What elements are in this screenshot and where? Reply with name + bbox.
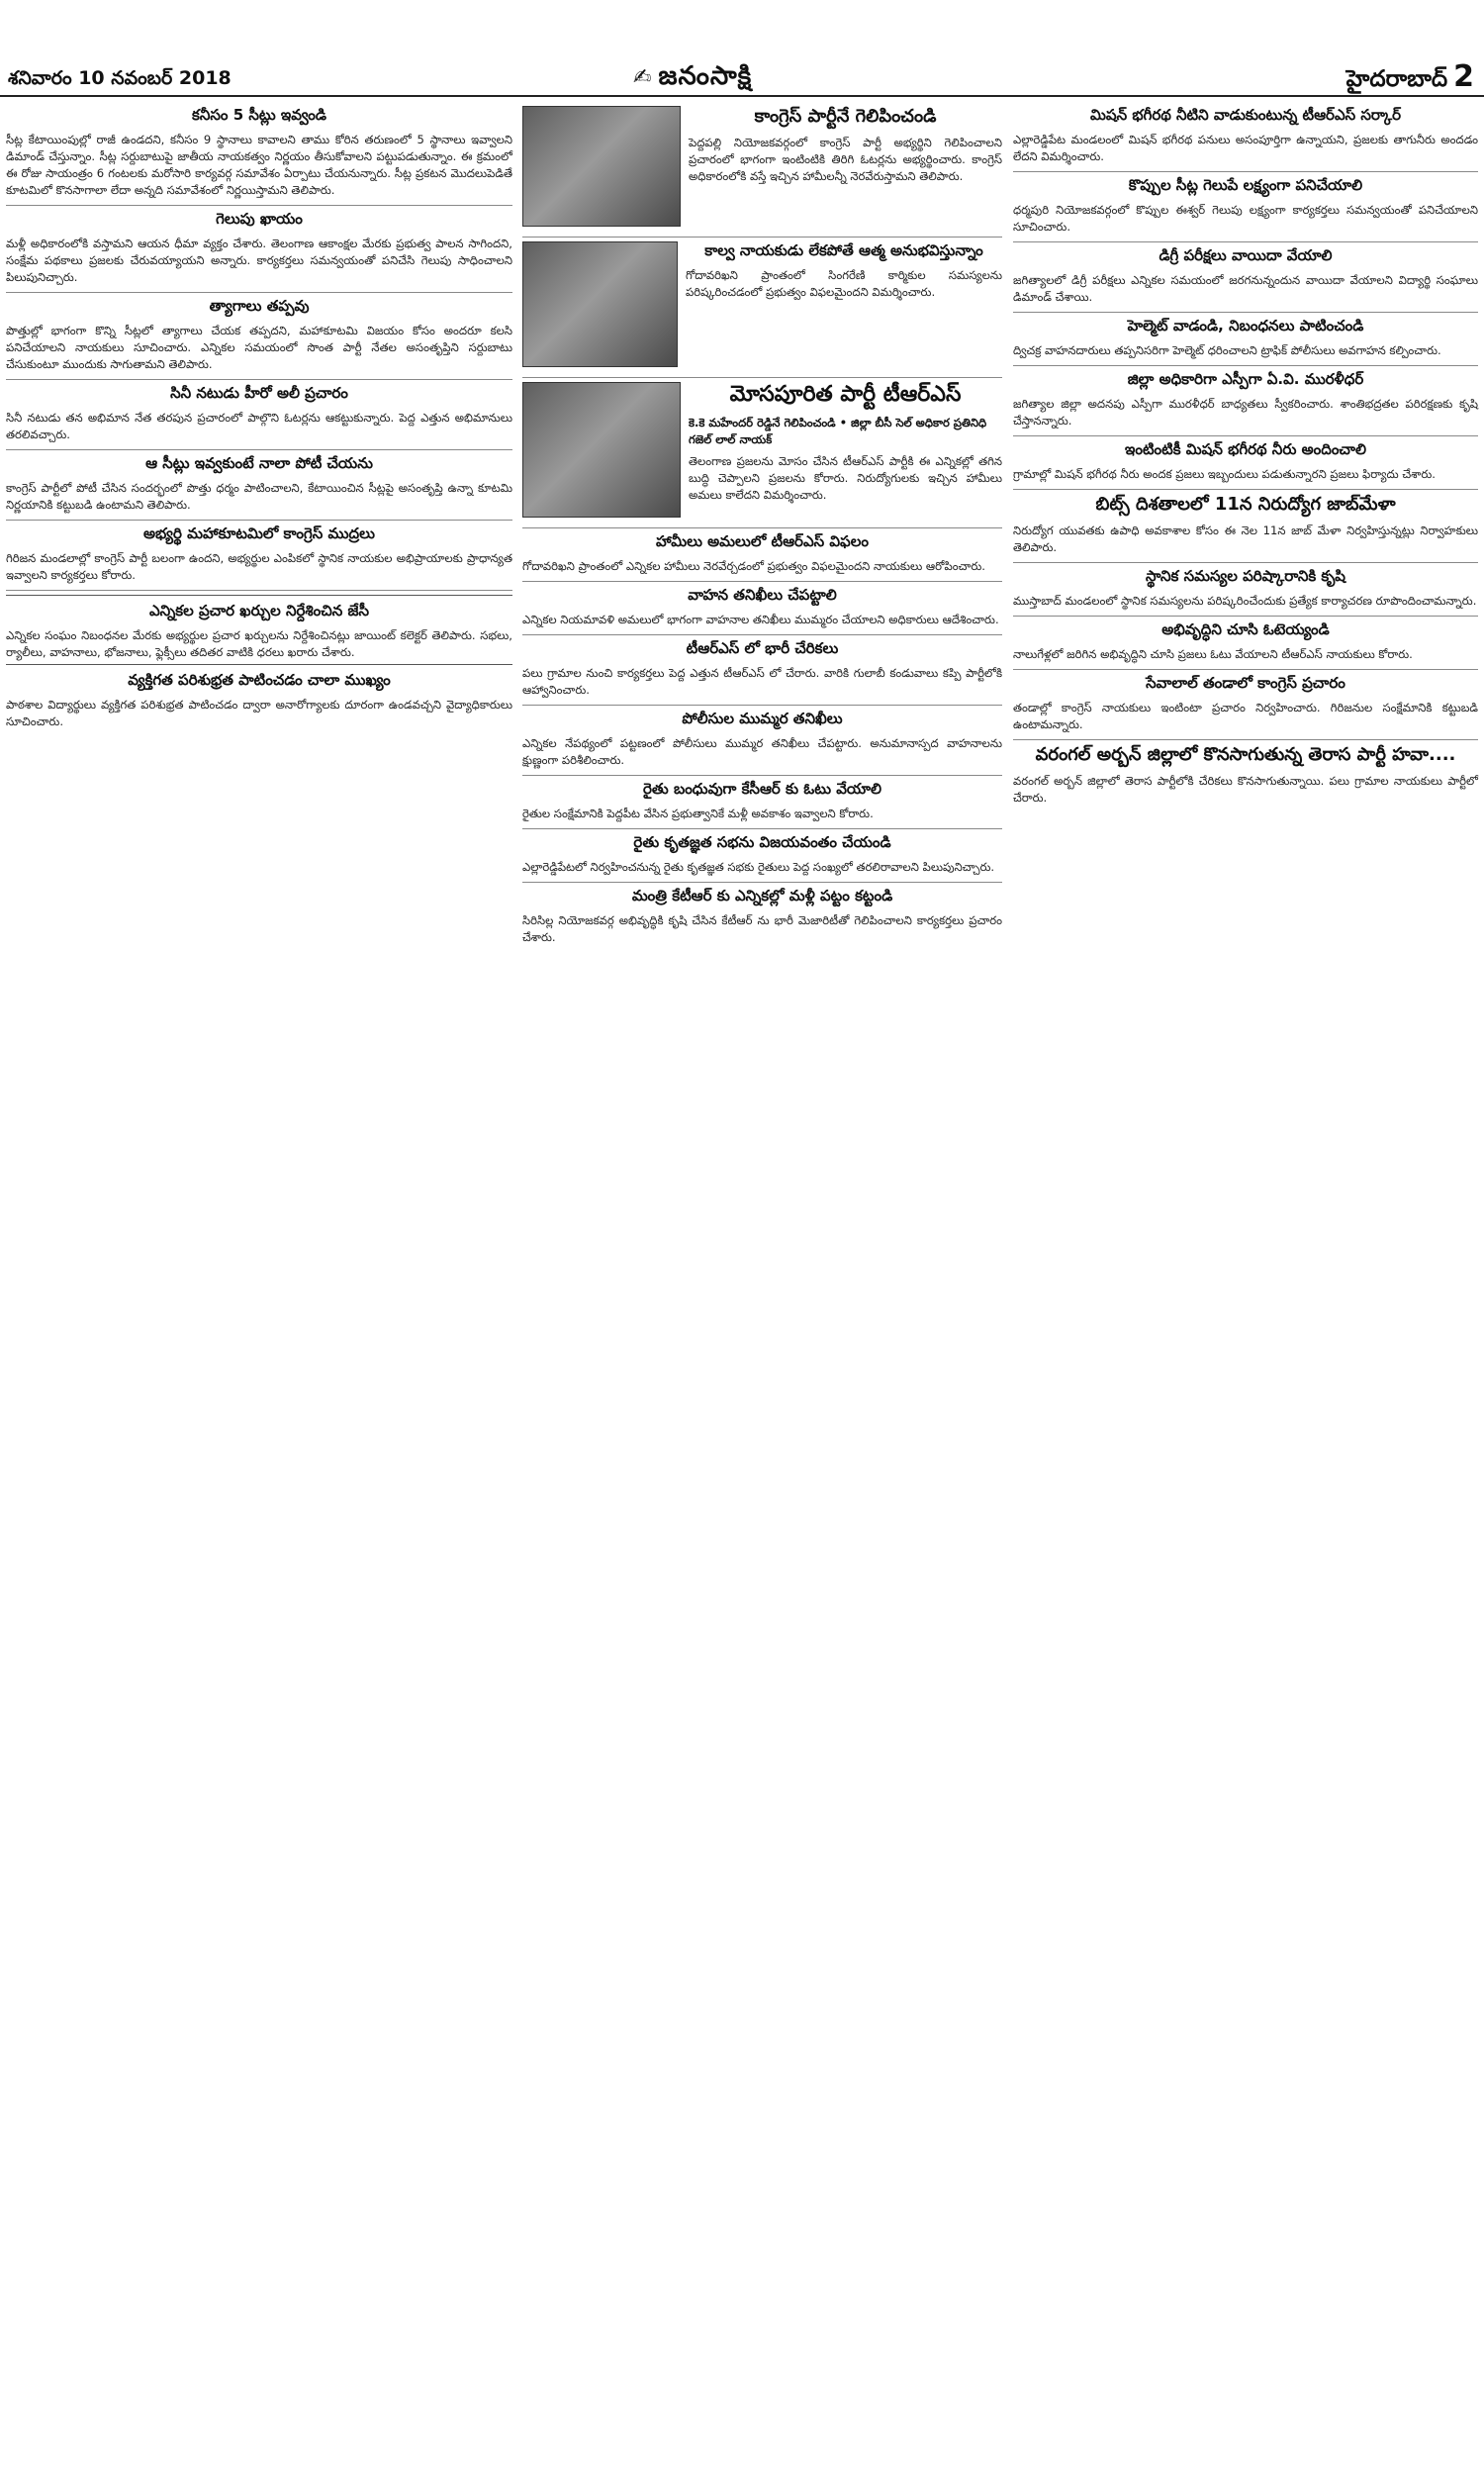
article bbox=[1013, 370, 1478, 429]
article-headline: బిట్స్ దిశతాలలో 11న నిరుద్యోగ జాబ్‌మేళా bbox=[1095, 494, 1396, 515]
article-body: సీట్ల కేటాయింపుల్లో రాజీ ఉండదని, కనీసం 9 స్థానాలు కావాలని తాము కోరిన తరుణంలో 5 స్థానాలు ఇవ్వాలని డిమాండ్ చేస్తున్నాం. సీట్ల సర్దుబాటుపై జాతీయ నాయకత్వం నిర్ణయం తీసుకోవాలని పట్టుపడుతున్నాం. ఈ క్రమంలో ఈ రోజు సాయంత్రం 6 గంటలకు మరోసారి కార్యవర్గ సమావేశం ఏర్పాటు చేయనున్నారు. సీట్ల ప్రకటన మొదలుపెడితే కూటమిలో కొనసాగాలా లేదా అన్నది సమావేశంలో నిర్ణయిస్తామని తెలిపారు. bbox=[6, 133, 512, 197]
article-headline: వాహన తనిఖీలు చేపట్టాలి bbox=[688, 586, 837, 604]
article-headline: హామీలు అమలులో టీఆర్ఎస్ విఫలం bbox=[656, 532, 869, 550]
article-headline: జిల్లా అధికారిగా ఎస్పీగా ఏ.వి. మురళీధర్ bbox=[1127, 370, 1364, 388]
divider bbox=[6, 379, 512, 380]
article-body: ధర్మపురి నియోజకవర్గంలో కొప్పుల ఈశ్వర్ గెలుపు లక్ష్యంగా కార్యకర్తలు సమన్వయంతో పనిచేయాలని సూచించారు. bbox=[1013, 203, 1478, 234]
article bbox=[1013, 620, 1478, 663]
newspaper-logo bbox=[633, 61, 752, 97]
article bbox=[1013, 567, 1478, 610]
article bbox=[1013, 317, 1478, 359]
article-headline: ఆ సీట్లు ఇవ్వకుంటే నాలా పోటీ చేయను bbox=[145, 454, 373, 472]
article-body: రైతుల సంక్షేమానికి పెద్దపీట వేసిన ప్రభుత్వానికే మళ్లీ అవకాశం ఇవ్వాలని కోరారు. bbox=[522, 807, 874, 820]
article bbox=[522, 710, 1002, 769]
article-headline: మిషన్ భగీరథ నీటిని వాడుకుంటున్న టీఆర్ఎస్ సర్కార్ bbox=[1090, 106, 1401, 124]
city-name: హైదరాబాద్ bbox=[1345, 66, 1448, 92]
article-headline: వరంగల్ అర్బన్ జిల్లాలో కొనసాగుతున్న తెరాస పార్టీ హవా.... bbox=[1035, 744, 1456, 765]
article-headline: అభ్యర్థి మహాకూటమిలో కాంగ్రెస్ ముద్రలు bbox=[143, 524, 375, 542]
article bbox=[1013, 106, 1478, 165]
article bbox=[6, 524, 512, 584]
article bbox=[1013, 744, 1478, 807]
divider bbox=[522, 527, 1002, 528]
article-headline: సినీ నటుడు హీరో అలీ ప్రచారం bbox=[170, 384, 348, 402]
edition-city bbox=[1346, 59, 1474, 98]
article-body: ఎల్లారెడ్డిపేటలో నిర్వహించనున్న రైతు కృతజ్ఞత సభకు రైతులు పెద్ద సంఖ్యలో తరలిరావాలని పిలుపునిచ్చారు. bbox=[522, 860, 995, 874]
article bbox=[1013, 246, 1478, 306]
article-headline: రైతు బంధువుగా కేసీఆర్ కు ఓటు వేయాలి bbox=[642, 780, 882, 798]
article-headline: అభివృద్ధిని చూసి ఓటెయ్యండి bbox=[1161, 620, 1330, 638]
article bbox=[6, 671, 512, 730]
news-photo bbox=[522, 106, 681, 227]
article bbox=[522, 241, 1002, 371]
article-body: వరంగల్ అర్బన్ జిల్లాలో తెరాస పార్టీలోకి చేరికలు కొనసాగుతున్నాయి. పలు గ్రామాల నాయకులు పార్టీలో చేరారు. bbox=[1013, 774, 1478, 805]
column-2 bbox=[522, 103, 1002, 952]
article-headline: హెల్మెట్ వాడండి, నిబంధనలు పాటించండి bbox=[1127, 317, 1364, 334]
article bbox=[6, 454, 512, 514]
article-body: తెలంగాణ ప్రజలను మోసం చేసిన టీఆర్ఎస్ పార్టీకి ఈ ఎన్నికల్లో తగిన బుద్ధి చెప్పాలని ప్రజలను కోరారు. నిరుద్యోగులకు ఇచ్చిన హామీలు అమలు కాలేదని విమర్శించారు. bbox=[689, 454, 1002, 502]
article-headline: రైతు కృతజ్ఞత సభను విజయవంతం చేయండి bbox=[633, 833, 891, 851]
article bbox=[522, 780, 1002, 822]
article-body: మళ్లీ అధికారంలోకి వస్తామని ఆయన ధీమా వ్యక్తం చేశారు. తెలంగాణ ఆకాంక్షల మేరకు ప్రభుత్వ పాలన సాగిందని, సంక్షేమ పథకాలు ప్రజలకు చేరువయ్యాయని అన్నారు. కార్యకర్తలు సమన్వయంతో పనిచేసి గెలుపు సాధించాలని పిలుపునిచ్చారు. bbox=[6, 237, 512, 284]
article bbox=[522, 887, 1002, 946]
article-headline: పోలీసుల ముమ్మర తనిఖీలు bbox=[682, 710, 843, 727]
issue-date: శనివారం 10 నవంబర్ 2018 bbox=[8, 67, 232, 89]
article-body: ఎన్నికల నియమావళి అమలులో భాగంగా వాహనాల తనిఖీలు ముమ్మరం చేయాలని అధికారులు ఆదేశించారు. bbox=[522, 613, 999, 626]
article bbox=[522, 532, 1002, 575]
divider bbox=[6, 449, 512, 450]
article-body: గోదావరిఖని ప్రాంతంలో సింగరేణి కార్మికుల సమస్యలను పరిష్కరించడంలో ప్రభుత్వం విఫలమైందని విమర్శించారు. bbox=[686, 268, 1002, 299]
article-subheadline: కె.కె మహేందర్ రెడ్డినే గెలిపించండి • జిల్లా బీసీ సెల్ అధికార ప్రతినిధి గజెల్ లాల్ నాయక్ bbox=[689, 416, 987, 446]
divider bbox=[522, 882, 1002, 883]
article bbox=[522, 639, 1002, 699]
article-headline: గెలుపు ఖాయం bbox=[216, 210, 303, 228]
article-headline: కాల్వ నాయకుడు లేకపోతే ఆత్మ అనుభవిస్తున్నాం bbox=[704, 241, 983, 259]
article-body: ఎల్లారెడ్డిపేట మండలంలో మిషన్ భగీరథ పనులు అసంపూర్తిగా ఉన్నాయని, ప్రజలకు తాగునీరు అందడం లేదని విమర్శించారు. bbox=[1013, 133, 1478, 163]
article-headline: ఇంటింటికీ మిషన్ భగీరథ నీరు అందించాలి bbox=[1125, 440, 1366, 458]
article bbox=[6, 297, 512, 373]
article-body: తండాల్లో కాంగ్రెస్ నాయకులు ఇంటింటా ప్రచారం నిర్వహించారు. గిరిజనుల సంక్షేమానికి కట్టుబడి ఉంటామన్నారు. bbox=[1013, 701, 1478, 731]
column-1 bbox=[6, 103, 512, 736]
divider bbox=[1013, 171, 1478, 172]
article-headline: స్థానిక సమస్యల పరిష్కారానికి కృషి bbox=[1146, 567, 1345, 585]
divider bbox=[1013, 241, 1478, 242]
article-body: ఎన్నికల నేపథ్యంలో పట్టణంలో పోలీసులు ముమ్మర తనిఖీలు చేపట్టారు. అనుమానాస్పద వాహనాలను క్షుణ్ణంగా పరిశీలించారు. bbox=[522, 736, 1002, 767]
article-headline: ఎన్నికల ప్రచార ఖర్చుల నిర్దేశించిన జేసీ bbox=[148, 602, 370, 619]
column-3 bbox=[1013, 103, 1478, 812]
article bbox=[6, 210, 512, 286]
news-photo bbox=[522, 382, 681, 518]
divider bbox=[1013, 562, 1478, 563]
divider bbox=[1013, 616, 1478, 617]
article-body: పెద్దపల్లి నియోజకవర్గంలో కాంగ్రెస్ పార్టీ అభ్యర్థిని గెలిపించాలని ప్రచారంలో భాగంగా ఇంటింటికి తిరిగి ఓటర్లను అభ్యర్థించారు. కాంగ్రెస్ అధికారంలోకి వస్తే ఇచ్చిన హామీలన్నీ నెరవేరుస్తామని తెలిపారు. bbox=[689, 136, 1002, 183]
article-headline: టీఆర్ఎస్ లో భారీ చేరికలు bbox=[686, 639, 839, 657]
divider bbox=[522, 581, 1002, 582]
article-headline: మోసపూరిత పార్టీ టీఆర్ఎస్ bbox=[729, 382, 962, 407]
article bbox=[6, 384, 512, 443]
article-body: నిరుద్యోగ యువతకు ఉపాధి అవకాశాల కోసం ఈ నెల 11న జాబ్ మేళా నిర్వహిస్తున్నట్లు నిర్వాహకులు తెలిపారు. bbox=[1013, 524, 1478, 554]
news-photo bbox=[522, 241, 678, 367]
article-body: సినీ నటుడు తన అభిమాన నేత తరపున ప్రచారంలో పాల్గొని ఓటర్లను ఆకట్టుకున్నారు. పెద్ద ఎత్తున అభిమానులు తరలివచ్చారు. bbox=[6, 411, 512, 441]
newspaper-name: జనంసాక్షి bbox=[658, 61, 753, 91]
article bbox=[522, 586, 1002, 628]
article-body: ముస్తాబాద్ మండలంలో స్థానిక సమస్యలను పరిష్కరించేందుకు ప్రత్యేక కార్యాచరణ రూపొందించామన్నారు. bbox=[1013, 594, 1477, 608]
divider bbox=[1013, 669, 1478, 670]
article-body: పలు గ్రామాల నుంచి కార్యకర్తలు పెద్ద ఎత్తున టీఆర్ఎస్ లో చేరారు. వారికి గులాబీ కండువాలు కప్పి పార్టీలోకి ఆహ్వానించారు. bbox=[522, 666, 1002, 697]
article bbox=[1013, 674, 1478, 733]
divider bbox=[1013, 435, 1478, 436]
article-headline: మంత్రి కేటీఆర్ కు ఎన్నికల్లో మళ్లీ పట్టం కట్టండి bbox=[631, 887, 893, 904]
article-body: జగిత్యాలలో డిగ్రీ పరీక్షలు ఎన్నికల సమయంలో జరగనున్నందున వాయిదా వేయాలని విద్యార్థి సంఘాలు డిమాండ్ చేశాయి. bbox=[1013, 273, 1478, 304]
article-body: సిరిసిల్ల నియోజకవర్గ అభివృద్ధికి కృషి చేసిన కేటీఆర్ ను భారీ మెజారిటీతో గెలిపించాలని కార్యకర్తలు ప్రచారం చేశారు. bbox=[522, 913, 1002, 944]
article bbox=[522, 382, 1002, 522]
article-body: కాంగ్రెస్ పార్టీలో పోటీ చేసిన సందర్భంలో పొత్తు ధర్మం పాటించాలని, కేటాయించిన సీట్లపై అసంతృప్తి ఉన్నా కూటమి నిర్ణయానికి కట్టుబడి ఉంటామని తెలిపారు. bbox=[6, 481, 512, 512]
article-headline: డిగ్రీ పరీక్షలు వాయిదా వేయాలి bbox=[1159, 246, 1333, 264]
article-headline: సేవాలాల్ తండాలో కాంగ్రెస్ ప్రచారం bbox=[1146, 674, 1345, 692]
article-body: పాఠశాల విద్యార్థులు వ్యక్తిగత పరిశుభ్రత పాటించడం ద్వారా అనారోగ్యాలకు దూరంగా ఉండవచ్చని వైద్యాధికారులు సూచించారు. bbox=[6, 698, 512, 728]
masthead bbox=[0, 0, 1484, 97]
article bbox=[522, 106, 1002, 231]
divider bbox=[522, 237, 1002, 238]
page-number: 2 bbox=[1453, 59, 1474, 94]
divider bbox=[6, 590, 512, 591]
divider bbox=[1013, 312, 1478, 313]
divider bbox=[6, 205, 512, 206]
article bbox=[1013, 494, 1478, 556]
article-body: జగిత్యాల జిల్లా అదనపు ఎస్పీగా మురళీధర్ బాధ్యతలు స్వీకరించారు. శాంతిభద్రతల పరిరక్షణకు కృషి చేస్తానన్నారు. bbox=[1013, 397, 1478, 428]
divider bbox=[1013, 739, 1478, 740]
article-body: ద్విచక్ర వాహనదారులు తప్పనిసరిగా హెల్మెట్ ధరించాలని ట్రాఫిక్ పోలీసులు అవగాహన కల్పించారు. bbox=[1013, 343, 1441, 357]
article-body: గిరిజన మండలాల్లో కాంగ్రెస్ పార్టీ బలంగా ఉందని, అభ్యర్థుల ఎంపికలో స్థానిక నాయకుల అభిప్రాయాలకు ప్రాధాన్యత ఇవ్వాలని కార్యకర్తలు కోరారు. bbox=[6, 551, 512, 582]
article-headline: వ్యక్తిగత పరిశుభ్రత పాటించడం చాలా ముఖ్యం bbox=[128, 671, 391, 689]
article-headline: త్యాగాలు తప్పవు bbox=[209, 297, 310, 315]
article-body: గ్రామాల్లో మిషన్ భగీరథ నీరు అందక ప్రజలు ఇబ్బందులు పడుతున్నారని ప్రజలు ఫిర్యాదు చేశారు. bbox=[1013, 467, 1436, 481]
logo-icon: ✍ bbox=[633, 65, 653, 90]
article-headline: కొప్పుల సీట్ల గెలుపే లక్ష్యంగా పనిచేయాలి bbox=[1128, 176, 1363, 194]
article-body: పొత్తుల్లో భాగంగా కొన్ని సీట్లలో త్యాగాలు చేయక తప్పదని, మహాకూటమి విజయం కోసం అందరూ కలసి పనిచేయాలని నాయకులు సూచించారు. ఎన్నికల సమయంలో సొంత పార్టీ నేతల అసంతృప్తిని సర్దుబాటు చేసుకుంటూ ముందుకు సాగుతామని తెలిపారు. bbox=[6, 324, 512, 371]
article-headline: కనీసం 5 సీట్లు ఇవ్వండి bbox=[192, 106, 326, 124]
divider bbox=[1013, 489, 1478, 490]
article-body: గోదావరిఖని ప్రాంతంలో ఎన్నికల హామీలు నెరవేర్చడంలో ప్రభుత్వం విఫలమైందని నాయకులు ఆరోపించారు. bbox=[522, 559, 985, 573]
article bbox=[522, 833, 1002, 876]
divider bbox=[522, 705, 1002, 706]
article bbox=[1013, 176, 1478, 236]
article bbox=[6, 595, 512, 665]
article bbox=[6, 106, 512, 199]
article-body: ఎన్నికల సంఘం నిబంధనల మేరకు అభ్యర్థుల ప్రచార ఖర్చులను నిర్దేశించినట్లు జాయింట్ కలెక్టర్ తెలిపారు. సభలు, ర్యాలీలు, వాహనాలు, భోజనాలు, ఫ్లెక్సీలు తదితర వాటికి ధరలు ఖరారు చేశారు. bbox=[6, 628, 512, 659]
divider bbox=[522, 634, 1002, 635]
article-headline: కాంగ్రెస్ పార్టీనే గెలిపించండి bbox=[754, 106, 937, 127]
divider bbox=[6, 292, 512, 293]
divider bbox=[1013, 365, 1478, 366]
article-body: నాలుగేళ్లలో జరిగిన అభివృద్ధిని చూసి ప్రజలు ఓటు వేయాలని టీఆర్ఎస్ నాయకులు కోరారు. bbox=[1013, 647, 1413, 661]
divider bbox=[6, 520, 512, 521]
divider bbox=[522, 377, 1002, 378]
divider bbox=[522, 828, 1002, 829]
divider bbox=[522, 775, 1002, 776]
article bbox=[1013, 440, 1478, 483]
